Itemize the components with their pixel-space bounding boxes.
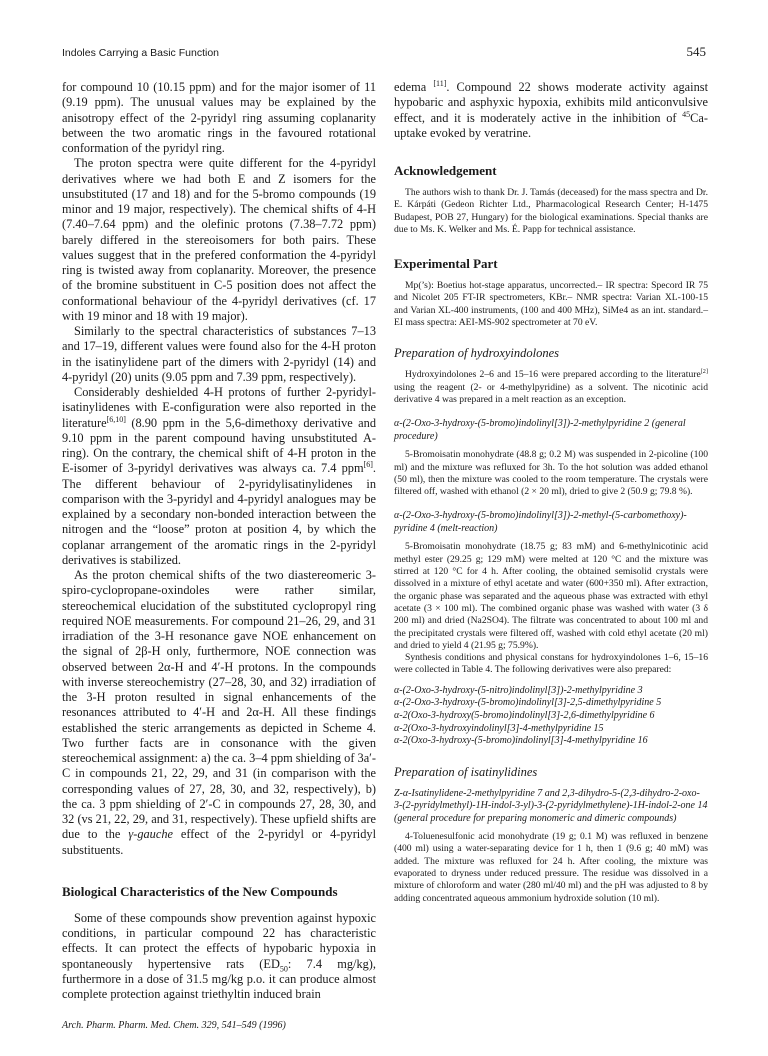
compound-title: Z-α-Isatinylidene-2-methylpyridine 7 and 2,3-dihydro-5-(2,3-dihydro-2-oxo-3-(2-pyridylmethyl)-1H-indol-3-yl)-3-(2-pyridylmethylene)-1H-indol-2-one 14 (general procedure for preparing monomeric and dimeric compounds) [394,787,708,824]
paragraph: Considerably deshielded 4-H protons of further 2-pyridyl-isatinylidenes with E-configuration were also reported in the literature[6,10] (8.90 ppm in the 5,6-dimethoxy derivative and 9.10 ppm in the parent compound having unsubstituted A-ring). On the contrary, the chemical shift of 4-H proton in the E-isomer of 3-pyridyl derivatives was always ca. 7.4 ppm[6]. The different behaviour of 2-pyridylisatinylidenes in comparison with the 3-pyridyl and 4-pyridyl analogues may be explained by a secondary non-bonded interaction between the nitrogen and the “loose” proton at position 4, by which the coplanar arrangement of the aromatic rings in the 2-pyridyl derivatives is stabilized. [62,385,376,567]
compound-title: α-(2-Oxo-3-hydroxy-(5-bromo)indolinyl[3])-2-methyl-(5-carbomethoxy)-pyridine 4 (melt-reaction) [394,510,687,534]
section-heading-biological: Biological Characteristics of the New Compounds [62,883,338,899]
left-column [62,80,376,1002]
procedure-text: 5-Bromoisatin monohydrate (18.75 g; 83 mM) and 6-methylnicotinic acid methyl ester (29.25 g; 129 mM) were melted at 120 °C and the mixture was stirred at 120 °C for 4 h. After cooling, the obtained semisolid crystals were dissolved in a mixture of ethyl acetate and water (600+350 ml). After extraction, the organic phase was separated and the aqueous phase was extracted with ethyl acetate (3 × 100 ml). The combined organic phase was washed with water (3 δ 200 ml) and dried (Na2SO4). The filtrate was concentrated to about 100 ml and the precipitated crystals were filtered off, washed with cold ethyl acetate (20 ml) and dried to yield 4 (21.95 g; 75.9%). [394,541,708,651]
paragraph: The proton spectra were quite different for the 4-pyridyl derivatives where we had both E and Z isomers for the unsubstituted (17 and 18) and for the 5-bromo compounds (19 minor and 19 major, respectively). The chemical shifts of 4-H (7.40–7.64 ppm) and the olefinic protons (7.38–7.72 ppm) barely differed in the stereoisomers for both pairs. These values suggest that in the prefered conformation the 4-pyridyl ring is twisted away from coplanarity. Moreover, the presence of the bromine substituent in C-5 position does not affect the conformational behaviour of the 4-pyridyl derivatives (cf. 17 with 19 minor and 18 with 19 major). [62,156,376,323]
list-item: α-2(Oxo-3-hydroxy-(5-bromo)indolinyl[3]-4-methylpyridine 16 [394,735,648,747]
paragraph: for compound 10 (10.15 ppm) and for the major isomer of 11 (9.19 ppm). The unusual values may be explained by the anisotropy effect of the 2-pyridyl ring assuming coplanarity between the two aromatic rings in the favoured rotational conformation of the pyridyl ring. [62,80,376,155]
citation-ref: [6] [363,460,373,470]
procedure-text: 4-Toluenesulfonic acid monohydrate (19 g; 0.1 M) was refluxed in benzene (400 ml) using a water-separating device for 1 h, then 1 (9.6 g; 40 mM) was added. The mixture was refluxed for 24 h. After cooling, the mixture was evaporated to dryness under reduced pressure. The residue was dissolved in a mixture of chloroform and water (280 ml/40 ml) and the pH was adjusted to 8 by adding concentrated aqueous ammonium hydroxide solution (10 ml). [394,831,708,904]
running-title: Indoles Carrying a Basic Function [62,47,219,59]
acknowledgement-text: The authors wish to thank Dr. J. Tamás (deceased) for the mass spectra and Dr. E. Kárpáti (Gedeon Richter Ltd., Pharmacological Research Center; H-1475 Budapest, POB 27, Hungary) for the biological examinations. Special thanks are due to Ms. K. Welker and Ms. É. Papp for technical assistance. [394,187,708,235]
experimental-text: Mp(’s): Boetius hot-stage apparatus, uncorrected.– IR spectra: Specord IR 75 and Nicolet 205 FT-IR spectrometers, KBr.– NMR spectra: Varian XL-100-15 and Varian XL-400 instruments, (100 and 400 MHz), SiMe4 as an int. standard.– EI mass spectra: AEI-MS-902 spectrometer at 70 eV. [394,280,708,329]
section-heading-experimental: Experimental Part [394,256,498,272]
section-heading-acknowledgement: Acknowledgement [394,163,497,178]
paragraph: Similarly to the spectral characteristics of substances 7–13 and 17–19, different values were found also for the 4-H proton in the isatinylidene part of the dimers with 2-pyridyl (14) and 4-pyridyl (20) units (9.05 ppm and 7.39 ppm, respectively). [62,324,376,384]
procedure-text: 5-Bromoisatin monohydrate (48.8 g; 0.2 M) was suspended in 2-picoline (100 ml) and the mixture was refluxed for 3h. To the hot solution was added ethanol (50 ml), then the mixture was cooled to the room temperature. The crystals were filtered off, washed with ethanol (2 × 20 ml), dried to give 2 (50.9 g; 79.8 %). [394,449,708,498]
paragraph: edema [11]. Compound 22 shows moderate activity against hypobaric and asphyxic hypoxia, exhibits mild anticonvulsive effect, and it is moderately active in the inhibition of $^{45}$Ca-uptake evoked by veratrine. [394,78,708,140]
list-item: α-(2-Oxo-3-hydroxy-(5-bromo)indolinyl[3]-2,5-dimethylpyridine 5 [394,697,662,709]
citation-ref: [6,10] [106,414,126,424]
subsection-heading-hydroxyindolones: Preparation of hydroxyindolones [394,346,560,361]
paragraph: Some of these compounds show prevention against hypoxic conditions, in particular compound 22 has characteristic effects. It can protect the effects of hypobaric hypoxia in spontaneously hypertensive rats ($ED_{50}$: 7.4 mg/kg), furthermore in a dose of 31.5 mg/kg p.o. it can produce almost complete protection against triethyltin induced brain [62,910,376,1001]
right-column [394,80,708,905]
paragraph: Synthesis conditions and physical constans for hydroxyindolones 1–6, 15–16 were collected in Table 4. The following derivatives were also prepared: [394,652,708,676]
list-item: α-(2-Oxo-3-hydroxy-(5-nitro)indolinyl[3])-2-methylpyridine 3 [394,684,643,696]
running-head [62,44,706,60]
citation-ref: [2] [700,368,708,376]
footer-citation: Arch. Pharm. Pharm. Med. Chem. 329, 541–549 (1996) [62,1020,286,1031]
subsection-heading-isatinylidines: Preparation of isatinylidines [394,764,538,779]
paragraph: As the proton chemical shifts of the two diastereomeric 3-spiro-cyclopropane-oxindoles were rather similar, stereochemical elucidation of the substituted cyclopropyl ring required NOE measurements. For compound 21–26, 29, and 31 irradiation of the 3-H resonance gave NOE enhancement on the signal of 2β-H only, furthermore, NOE connection was observed between 2α-H and 4′-H protons. In the compounds with inverse stereochemistry (27–28, 30, and 32) irradiation of the 3-H proton resulted in signal enhancements of the resonances attributed to 4′-H and 2α-H. All these findings established the steric arrangements as depicted in Scheme 4. Two further facts are in consonance with the given stereochemical assignment: a) the ca. 3–4 ppm shielding of 3a′-C in compounds 21, 22, 29, and 31 (in comparison with the corresponding values of 27, 28, 30, and 32, respectively), b) the ca. 3 ppm shielding of 2′-C in compounds 27, 28, 30, and 32 (vs 21, 22, 29, and 31, respectively). These upfield shifts are due to the γ-gauche effect of the 2-pyridyl or 4-pyridyl substituents. [62,568,377,857]
derivative-list [394,685,708,748]
compound-title: α-(2-Oxo-3-hydroxy-(5-bromo)indolinyl[3])-2-methylpyridine 2 (general procedure) [394,418,686,442]
list-item: α-2(Oxo-3-hydroxyindolinyl[3]-4-methylpyridine 15 [394,722,604,734]
list-item: α-2(Oxo-3-hydroxy(5-bromo)indolinyl[3]-2,6-dimethylpyridine 6 [394,709,655,721]
citation-ref: [11] [433,78,447,88]
paragraph: Hydroxyindolones 2–6 and 15–16 were prepared according to the literature[2] using the reagent (2- or 4-methylpyridine) as a solvent. The nicotinic acid derivative 4 was prepared in a melt reaction as an exception. [394,368,708,405]
page-number: 545 [686,44,706,59]
